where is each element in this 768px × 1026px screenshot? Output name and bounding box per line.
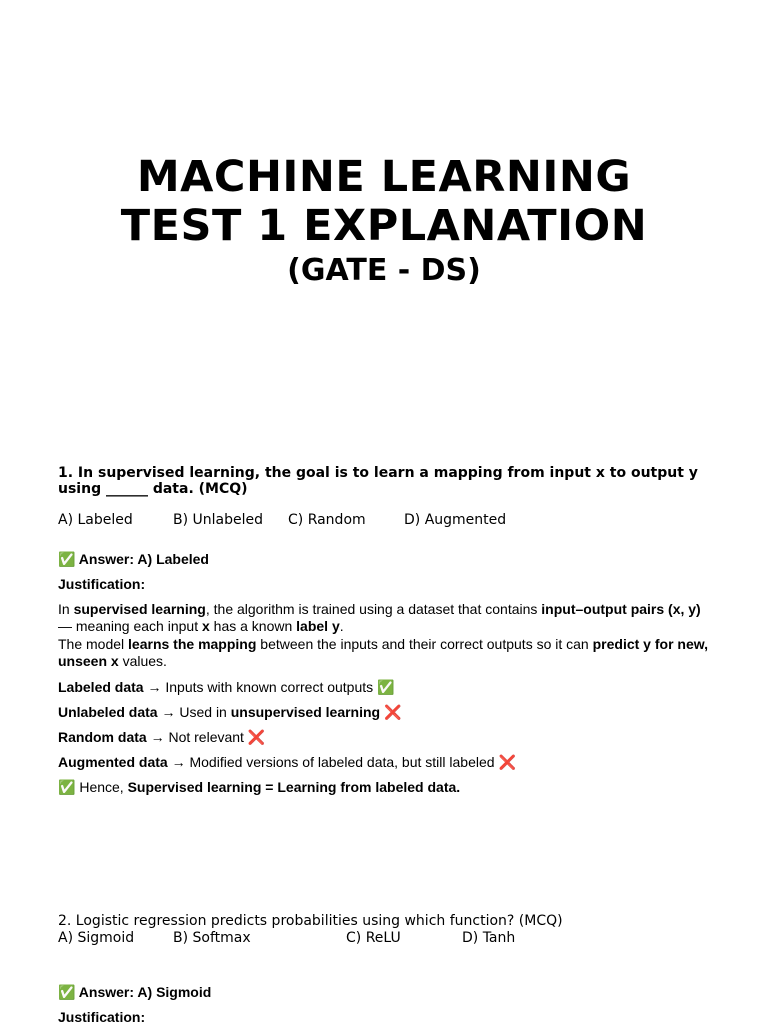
q1-option-a: A) Labeled — [58, 512, 133, 528]
q1-option-c: C) Random — [288, 512, 366, 528]
q1-answer: ✅ Answer: A) Labeled — [58, 551, 209, 567]
q2-answer: ✅ Answer: A) Sigmoid — [58, 984, 212, 1000]
cross-icon: ❌ — [247, 729, 266, 745]
document-title-block — [0, 153, 768, 289]
q1-reason-unlabeled: Unlabeled data → Used in unsupervised learning ❌ — [58, 704, 402, 720]
q1-reason-augmented: Augmented data → Modified versions of labeled data, but still labeled ❌ — [58, 754, 516, 770]
q2-option-b: B) Softmax — [173, 930, 251, 946]
q1-option-b: B) Unlabeled — [173, 512, 263, 528]
cross-icon: ❌ — [384, 704, 402, 720]
q1-justification-paragraph-2: The model learns the mapping between the inputs and their correct outputs so it can predict y for new, unseen x values. — [58, 636, 708, 669]
q2-option-c: C) ReLU — [346, 930, 401, 946]
document-title-line-1: MACHINE LEARNING — [136, 152, 632, 202]
check-icon: ✅ — [377, 679, 395, 695]
document-title-line-2: TEST 1 EXPLANATION — [120, 201, 648, 251]
q1-justification-paragraph-1: In supervised learning, the algorithm is trained using a dataset that contains input–output pairs (x, y) — meaning each input x has a known label y. — [58, 601, 701, 634]
question-1-text: 1. In supervised learning, the goal is to learn a mapping from input x to output y using ______ data. (MCQ) — [58, 465, 698, 497]
q2-justification-label: Justification: — [58, 1009, 146, 1025]
q1-conclusion: ✅ Hence, Supervised learning = Learning from labeled data. — [58, 779, 461, 795]
question-2-options — [58, 930, 718, 947]
question-1-options — [58, 512, 718, 529]
q1-reason-random: Random data → Not relevant ❌ — [58, 729, 266, 745]
check-icon: ✅ — [58, 779, 76, 795]
q2-option-d: D) Tanh — [462, 930, 516, 946]
q1-justification-label: Justification: — [58, 576, 146, 592]
q1-option-d: D) Augmented — [404, 512, 507, 528]
cross-icon: ❌ — [498, 754, 516, 770]
q2-option-a: A) Sigmoid — [58, 930, 135, 946]
q1-reason-labeled: Labeled data → Inputs with known correct outputs ✅ — [58, 679, 395, 695]
question-2-text: 2. Logistic regression predicts probabilities using which function? (MCQ) — [58, 913, 563, 929]
document-subtitle: (GATE - DS) — [287, 253, 481, 288]
